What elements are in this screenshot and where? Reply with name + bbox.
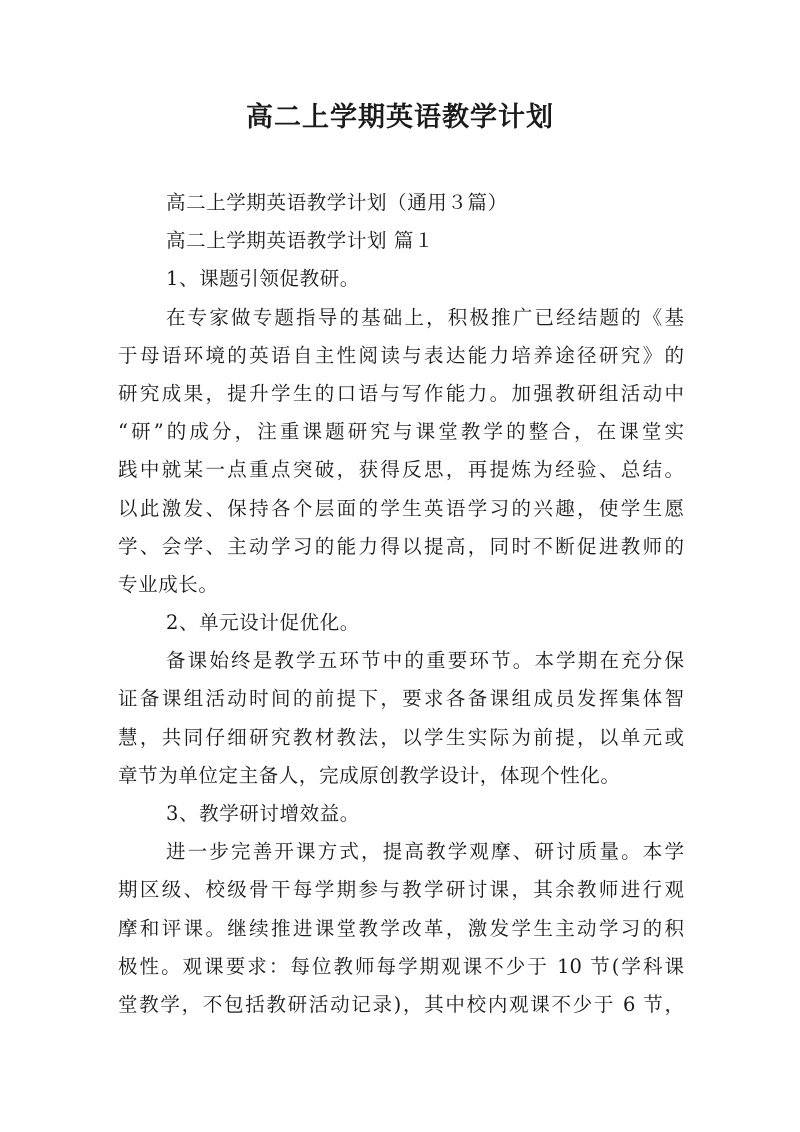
body-line: 证备课组活动时间的前提下，要求各备课组成员发挥集体智 — [118, 687, 684, 711]
body-line: 高二上学期英语教学计划（通用３篇） — [166, 191, 508, 214]
body-line: 高二上学期英语教学计划 篇１ — [166, 229, 435, 253]
body-line: 研究成果，提升学生的口语与写作能力。加强教研组活动中 — [118, 381, 684, 405]
body-line: 以此激发、保持各个层面的学生英语学习的兴趣，使学生愿 — [118, 496, 684, 520]
body-line: 慧，共同仔细研究教材教法，以学生实际为前提，以单元或 — [118, 725, 684, 749]
body-line: 践中就某一点重点突破，获得反思，再提炼为经验、总结。 — [118, 458, 684, 482]
body-line: 备课始终是教学五环节中的重要环节。本学期在充分保 — [166, 649, 684, 673]
body-line: 堂教学，不包括教研活动记录)，其中校内观课不少于 6 节， — [118, 992, 684, 1016]
document-title: 高二上学期英语教学计划 — [246, 102, 554, 133]
body-line: 专业成长。 — [118, 572, 219, 596]
body-line: 学、会学、主动学习的能力得以提高，同时不断促进教师的 — [118, 534, 684, 558]
body-line: “研”的成分，注重课题研究与课堂教学的整合，在课堂实 — [118, 420, 684, 444]
body-line: 摩和评课。继续推进课堂教学改革，激发学生主动学习的积 — [118, 916, 684, 940]
document-body — [118, 184, 684, 1024]
body-line: 在专家做专题指导的基础上，积极推广已经结题的《基 — [166, 305, 684, 329]
body-line: 期区级、校级骨干每学期参与教学研讨课，其余教师进行观 — [118, 878, 684, 902]
body-line: 3、教学研讨增效益。 — [166, 802, 360, 825]
body-line: 于母语环境的英语自主性阅读与表达能力培养途径研究》的 — [118, 343, 684, 367]
body-line: 1、课题引领促教研。 — [166, 267, 360, 291]
body-line: 2、单元设计促优化。 — [166, 611, 360, 635]
body-line: 章节为单位定主备人，完成原创教学设计，体现个性化。 — [118, 763, 621, 787]
body-line: 进一步完善开课方式，提高教学观摩、研讨质量。本学 — [166, 840, 684, 864]
body-line: 极性。观课要求：每位教师每学期观课不少于 10 节(学科课 — [118, 954, 684, 978]
